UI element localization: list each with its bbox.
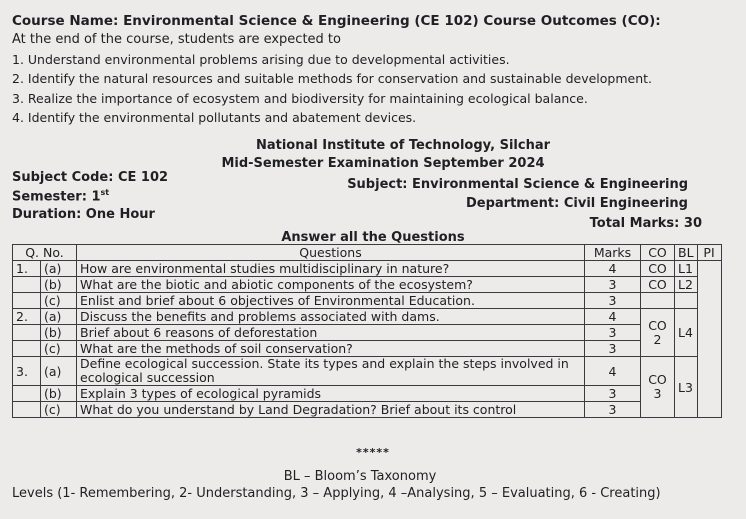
semester bbox=[12, 188, 109, 204]
total-marks: Total Marks: 30 bbox=[589, 216, 702, 231]
question-text: What are the biotic and abiotic components of the ecosystem? bbox=[77, 277, 585, 293]
table-row bbox=[13, 341, 722, 357]
question-text: Discuss the benefits and problems associated with dams. bbox=[77, 309, 585, 325]
header-pi: PI bbox=[697, 245, 721, 261]
question-co-empty bbox=[641, 293, 675, 309]
answer-all-instruction: Answer all the Questions bbox=[281, 230, 465, 245]
table-row bbox=[13, 261, 722, 277]
group-co: CO 2 bbox=[641, 309, 675, 357]
question-text: What are the methods of soil conservation? bbox=[77, 341, 585, 357]
table-row bbox=[13, 386, 722, 402]
question-number: 1. bbox=[13, 261, 41, 277]
question-part: (a) bbox=[41, 357, 77, 386]
course-outcomes-intro: At the end of the course, students are expected to bbox=[12, 32, 341, 47]
course-outcomes-heading: Course Name: Environmental Science & Engineering (CE 102) Course Outcomes (CO): bbox=[12, 13, 661, 29]
table-row bbox=[13, 357, 722, 386]
subject-name: Subject: Environmental Science & Engineering bbox=[347, 177, 688, 192]
header-co: CO bbox=[641, 245, 675, 261]
questions-table bbox=[12, 244, 722, 418]
group-co: CO 3 bbox=[641, 357, 675, 418]
question-text: Enlist and brief about 6 objectives of Environmental Education. bbox=[77, 293, 585, 309]
blooms-levels: Levels (1- Remembering, 2- Understanding, 3 – Applying, 4 –Analysing, 5 – Evaluating, 6 - Creating) bbox=[12, 486, 661, 501]
question-number: 3. bbox=[13, 357, 41, 386]
course-outcome-1: 1. Understand environmental problems arising due to developmental activities. bbox=[12, 52, 510, 67]
header-questions: Questions bbox=[77, 245, 585, 261]
blooms-taxonomy-title: BL – Bloom’s Taxonomy bbox=[283, 469, 437, 484]
header-marks: Marks bbox=[585, 245, 641, 261]
subject-code: Subject Code: CE 102 bbox=[12, 170, 169, 185]
question-bl: L2 bbox=[675, 277, 698, 293]
question-text: What do you understand by Land Degradation? Brief about its control bbox=[77, 402, 585, 418]
group-bl: L3 bbox=[675, 357, 698, 418]
semester-superscript: st bbox=[100, 188, 110, 197]
question-part: (c) bbox=[41, 341, 77, 357]
header-bl: BL bbox=[675, 245, 698, 261]
question-marks: 3 bbox=[585, 341, 641, 357]
table-row bbox=[13, 293, 722, 309]
question-part: (b) bbox=[41, 386, 77, 402]
question-number bbox=[13, 325, 41, 341]
table-header-row bbox=[13, 245, 722, 261]
question-marks: 3 bbox=[585, 277, 641, 293]
course-outcome-2: 2. Identify the natural resources and suitable methods for conservation and sustainable development. bbox=[12, 71, 653, 86]
question-part: (b) bbox=[41, 277, 77, 293]
course-outcome-4: 4. Identify the environmental pollutants and abatement devices. bbox=[12, 110, 417, 125]
question-bl-empty bbox=[675, 293, 698, 309]
exam-title: Mid-Semester Examination September 2024 bbox=[221, 156, 545, 171]
question-marks: 3 bbox=[585, 402, 641, 418]
group-bl: L4 bbox=[675, 309, 698, 357]
pi-column bbox=[697, 261, 721, 418]
question-marks: 4 bbox=[585, 309, 641, 325]
question-text: How are environmental studies multidisciplinary in nature? bbox=[77, 261, 585, 277]
header-qno: Q. No. bbox=[13, 245, 77, 261]
table-row bbox=[13, 325, 722, 341]
question-marks: 3 bbox=[585, 293, 641, 309]
department: Department: Civil Engineering bbox=[466, 196, 688, 211]
table-row bbox=[13, 277, 722, 293]
question-text: Explain 3 types of ecological pyramids bbox=[77, 386, 585, 402]
table-row bbox=[13, 402, 722, 418]
question-number bbox=[13, 341, 41, 357]
question-text: Brief about 6 reasons of deforestation bbox=[77, 325, 585, 341]
question-co: CO bbox=[641, 261, 675, 277]
question-marks: 3 bbox=[585, 386, 641, 402]
question-marks: 4 bbox=[585, 357, 641, 386]
question-co: CO bbox=[641, 277, 675, 293]
question-number bbox=[13, 402, 41, 418]
question-part: (a) bbox=[41, 261, 77, 277]
institute-name: National Institute of Technology, Silchar bbox=[255, 138, 551, 153]
duration: Duration: One Hour bbox=[12, 207, 155, 222]
question-number bbox=[13, 277, 41, 293]
question-part: (a) bbox=[41, 309, 77, 325]
question-bl: L1 bbox=[675, 261, 698, 277]
question-part: (b) bbox=[41, 325, 77, 341]
question-part: (c) bbox=[41, 402, 77, 418]
question-number bbox=[13, 293, 41, 309]
question-number: 2. bbox=[13, 309, 41, 325]
question-marks: 3 bbox=[585, 325, 641, 341]
end-marker: ***** bbox=[356, 446, 390, 459]
question-text: Define ecological succession. State its types and explain the steps involved in ecological succession bbox=[77, 357, 585, 386]
semester-label: Semester: 1 bbox=[12, 189, 101, 205]
table-row bbox=[13, 309, 722, 325]
question-part: (c) bbox=[41, 293, 77, 309]
question-marks: 4 bbox=[585, 261, 641, 277]
question-number bbox=[13, 386, 41, 402]
course-outcome-3: 3. Realize the importance of ecosystem and biodiversity for maintaining ecological balance. bbox=[12, 91, 588, 106]
